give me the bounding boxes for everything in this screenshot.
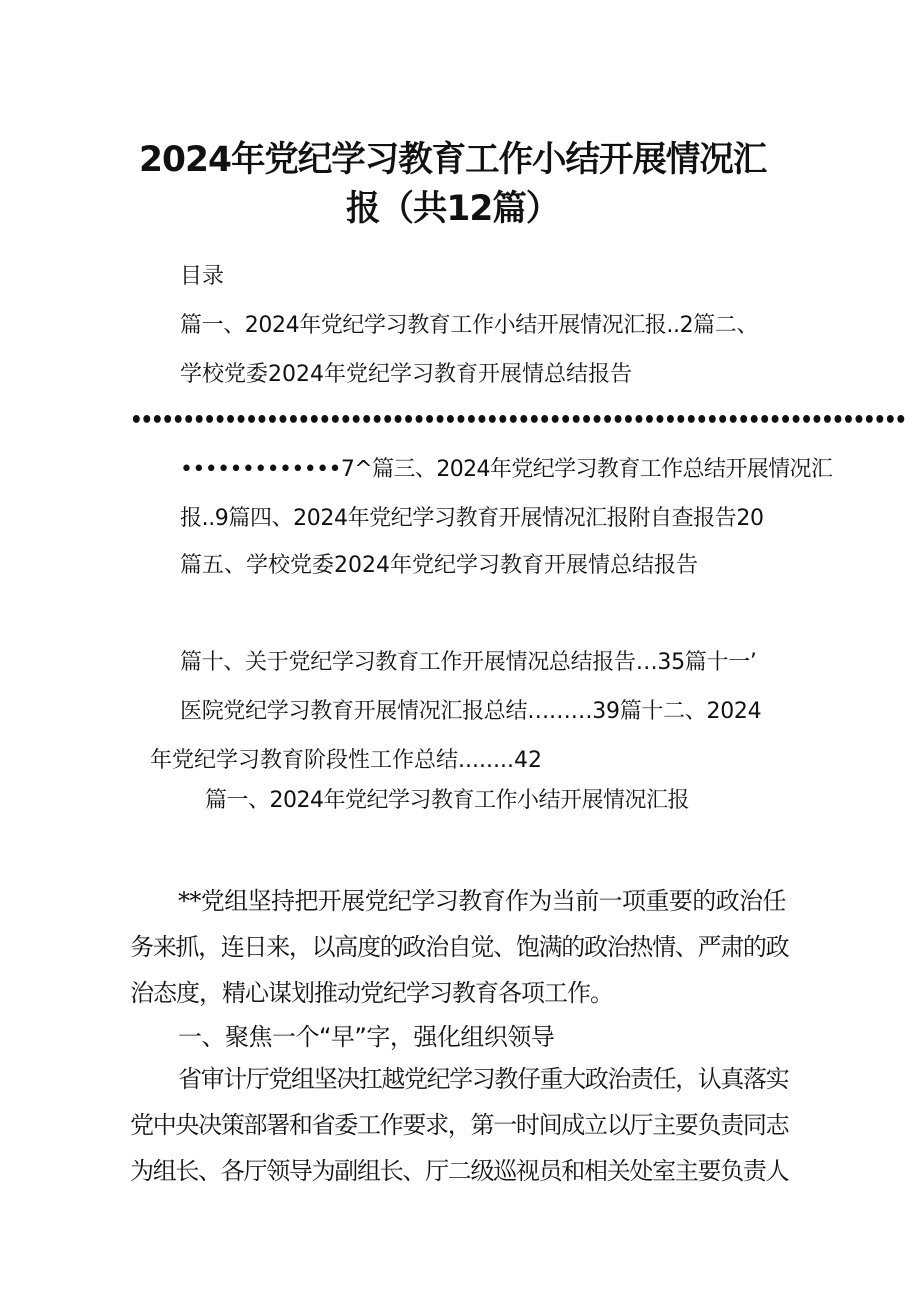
toc-line-1: 篇一、2024年党纪学习教育工作小结开展情况汇报..2篇二、 (180, 313, 758, 338)
toc-dot-leader: •••••••••••••••••••••••••••••••••••••••••••••••••••••••••••••••••••••••••• (130, 408, 905, 433)
paragraph-2-line-1: 省审计厅党组坚决扛越党纪学习教仔重大政治责任，认真落实 (178, 1065, 789, 1093)
toc-line-8: 年党纪学习教育阶段性工作总结........42 (150, 748, 542, 773)
document-title-line-2: 报（共12篇） (346, 189, 560, 229)
toc-heading: 目录 (180, 264, 225, 289)
paragraph-2-line-3: 为组长、各厅领导为副组长、厅二级巡视员和相关处室主要负责人 (130, 1157, 789, 1185)
section-title: 篇一、2024年党纪学习教育工作小结开展情况汇报 (205, 788, 689, 813)
toc-line-4: 报..9篇四、2024年党纪学习教育开展情况汇报附自查报告20 (180, 506, 764, 531)
paragraph-1-line-3: 治态度，精心谋划推动党纪学习教育各项工作。 (130, 979, 613, 1007)
toc-line-2: 学校党委2024年党纪学习教育开展情总结报告 (180, 362, 632, 387)
paragraph-2-line-2: 党中央决策部署和省委工作要求，第一时间成立以厅主要负责同志 (130, 1111, 789, 1139)
toc-line-6: 篇十、关于党纪学习教育工作开展情况总结报告…35篇十一’ (180, 650, 757, 675)
subheading-1: 一、聚焦一个“早”字，强化组织领导 (178, 1023, 555, 1051)
paragraph-1-line-2: 务来抓，连日来，以高度的政治自觉、饱满的政治热情、严肃的政 (130, 933, 789, 961)
paragraph-1-line-1: **党组坚持把开展党纪学习教育作为当前一项重要的政治任 (178, 887, 786, 915)
toc-line-7: 医院党纪学习教育开展情况汇报总结………39篇十二、2024 (180, 699, 762, 724)
toc-line-3: •••••••••••••7^篇三、2024年党纪学习教育工作总结开展情况汇 (180, 457, 833, 482)
toc-line-5: 篇五、学校党委2024年党纪学习教育开展情总结报告 (180, 553, 698, 578)
document-title-line-1: 2024年党纪学习教育工作小结开展情况汇 (139, 140, 767, 180)
